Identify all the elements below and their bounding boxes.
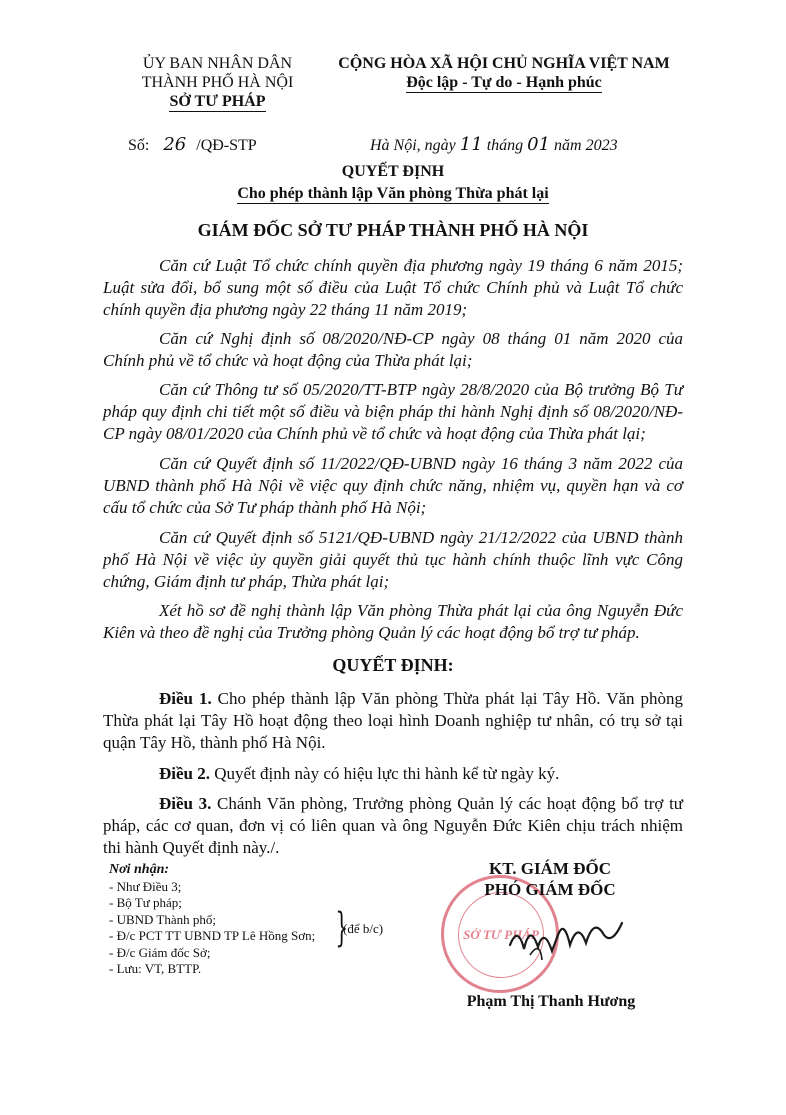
document-number [128, 134, 257, 155]
date-year: năm 2023 [554, 137, 618, 154]
signer-name: Phạm Thị Thanh Hương [466, 993, 636, 1010]
date-prefix: Hà Nội, ngày [370, 137, 456, 154]
article-2 [103, 763, 683, 785]
recipient-item: - Đ/c PCT TT UBND TP Lê Hồng Sơn; [109, 928, 316, 943]
recipient-item: - Như Điều 3; [109, 878, 182, 894]
article-text: Quyết định này có hiệu lực thi hành kể từ ngày ký. [210, 764, 560, 783]
date-month-label: tháng [486, 137, 524, 154]
article-3 [103, 793, 683, 859]
decision-heading: QUYẾT ĐỊNH: [332, 655, 454, 675]
signature-line-2: PHÓ GIÁM ĐỐC [484, 880, 616, 899]
basis-paragraph: Căn cứ Nghị định số 08/2020/NĐ-CP ngày 08 tháng 01 năm 2020 của Chính phủ về tổ chức và hoạt động của Thừa phát lại; [103, 329, 683, 370]
date-day: 11 [459, 134, 483, 155]
doc-number-suffix: /QĐ-STP [196, 137, 257, 154]
article-label: Điều 3. [159, 794, 212, 813]
basis-paragraph: Căn cứ Luật Tổ chức chính quyền địa phương ngày 19 tháng 6 năm 2015; Luật sửa đổi, bổ sung một số điều của Luật Tổ chức Chính phủ và Luật Tổ chức chính quyền địa phương ngày 22 tháng 11 năm 2019; [103, 256, 683, 319]
recipients-title: Nơi nhận: [109, 862, 170, 877]
recipients-note: (để b/c) [343, 921, 384, 936]
doc-number-prefix: Số: [128, 137, 150, 154]
basis-paragraph: Căn cứ Quyết định số 11/2022/QĐ-UBND ngày 16 tháng 3 năm 2022 của UBND thành phố Hà Nội về việc quy định chức năng, nhiệm vụ, quyền hạn và cơ cấu tổ chức của Sở Tư pháp thành phố Hà Nội; [103, 454, 683, 517]
document-date [370, 134, 618, 155]
handwritten-signature-icon [500, 905, 630, 975]
article-text: Cho phép thành lập Văn phòng Thừa phát lại Tây Hồ. Văn phòng Thừa phát lại Tây Hồ hoạt động theo loại hình Doanh nghiệp tư nhân, có trụ sở tại quận Tây Hồ, thành phố Hà Nội. [103, 689, 683, 752]
issuer-title: GIÁM ĐỐC SỞ TƯ PHÁP THÀNH PHỐ HÀ NỘI [197, 220, 589, 240]
agency-line-1: ỦY BAN NHÂN DÂN [142, 55, 293, 72]
signature-line-1: KT. GIÁM ĐỐC [489, 859, 611, 878]
article-text: Chánh Văn phòng, Trưởng phòng Quản lý các hoạt động bổ trợ tư pháp, các cơ quan, đơn vị có liên quan và ông Nguyễn Đức Kiên chịu trách nhiệm thi hành Quyết định này./. [103, 794, 684, 857]
recipient-item: - Đ/c Giám đốc Sở; [109, 944, 211, 960]
basis-paragraph: Xét hồ sơ đề nghị thành lập Văn phòng Thừa phát lại của ông Nguyễn Đức Kiên và theo đề nghị của Trưởng phòng Quản lý các hoạt động bổ trợ tư pháp. [103, 601, 683, 642]
national-header [318, 54, 690, 93]
basis-paragraph: Căn cứ Thông tư số 05/2020/TT-BTP ngày 28/8/2020 của Bộ trưởng Bộ Tư pháp quy định chi tiết một số điều và biện pháp thi hành Nghị định số 08/2020/NĐ-CP ngày 08/01/2020 của Chính phủ về tổ chức và hoạt động của Thừa phát lại; [103, 380, 683, 443]
agency-line-2: THÀNH PHỐ HÀ NỘI [141, 74, 294, 91]
recipient-item: - Lưu: VT, BTTP. [109, 961, 202, 976]
national-motto: Độc lập - Tự do - Hạnh phúc [406, 74, 602, 91]
stamp-text: SỞ TƯ PHÁP [463, 927, 539, 942]
doc-number-value: 26 [163, 134, 187, 155]
agency-line-3: SỞ TƯ PHÁP [169, 93, 266, 110]
basis-paragraph: Căn cứ Quyết định số 5121/QĐ-UBND ngày 21/12/2022 của UBND thành phố Hà Nội về việc ủy quyền giải quyết thủ tục hành chính thuộc lĩnh vực Công chứng, Giám định tư pháp, Thừa phát lại; [103, 528, 683, 591]
article-label: Điều 1. [159, 689, 212, 708]
signature-block [445, 858, 655, 900]
date-month: 01 [527, 134, 551, 155]
article-1 [103, 688, 683, 754]
national-title: CỘNG HÒA XÃ HỘI CHỦ NGHĨA VIỆT NAM [338, 55, 670, 72]
recipient-item: - Bộ Tư pháp; [109, 895, 182, 910]
document-subtitle [0, 185, 786, 204]
recipient-item: - UBND Thành phố; [109, 911, 217, 927]
agency-header [110, 54, 325, 112]
subtitle-text: Cho phép thành lập Văn phòng Thừa phát lại [237, 185, 549, 202]
brace-icon: } [335, 905, 349, 951]
recipients-block [109, 862, 315, 978]
article-label: Điều 2. [159, 764, 210, 783]
document-title: QUYẾT ĐỊNH [341, 163, 445, 180]
